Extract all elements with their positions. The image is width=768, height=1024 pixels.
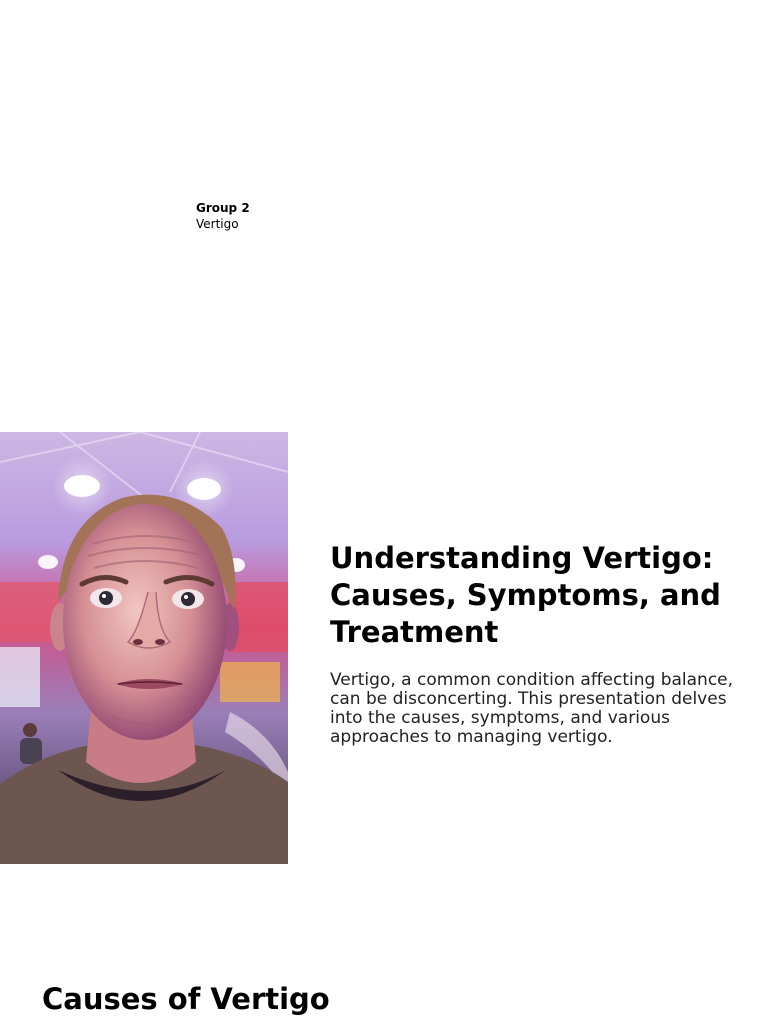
- dizzy-man-photo-icon: [0, 432, 288, 864]
- group-label: Group 2: [196, 201, 250, 215]
- header-block: [196, 200, 250, 232]
- title-block: [330, 540, 740, 747]
- intro-description: Vertigo, a common condition affecting balance, can be disconcerting. This presentation delves into the causes, symptoms, and various approaches to managing vertigo.: [330, 670, 734, 747]
- topic-label: Vertigo: [196, 217, 239, 231]
- section-heading: Causes of Vertigo: [42, 982, 330, 1016]
- main-title: Understanding Vertigo: Causes, Symptoms, and Treatment: [330, 541, 721, 649]
